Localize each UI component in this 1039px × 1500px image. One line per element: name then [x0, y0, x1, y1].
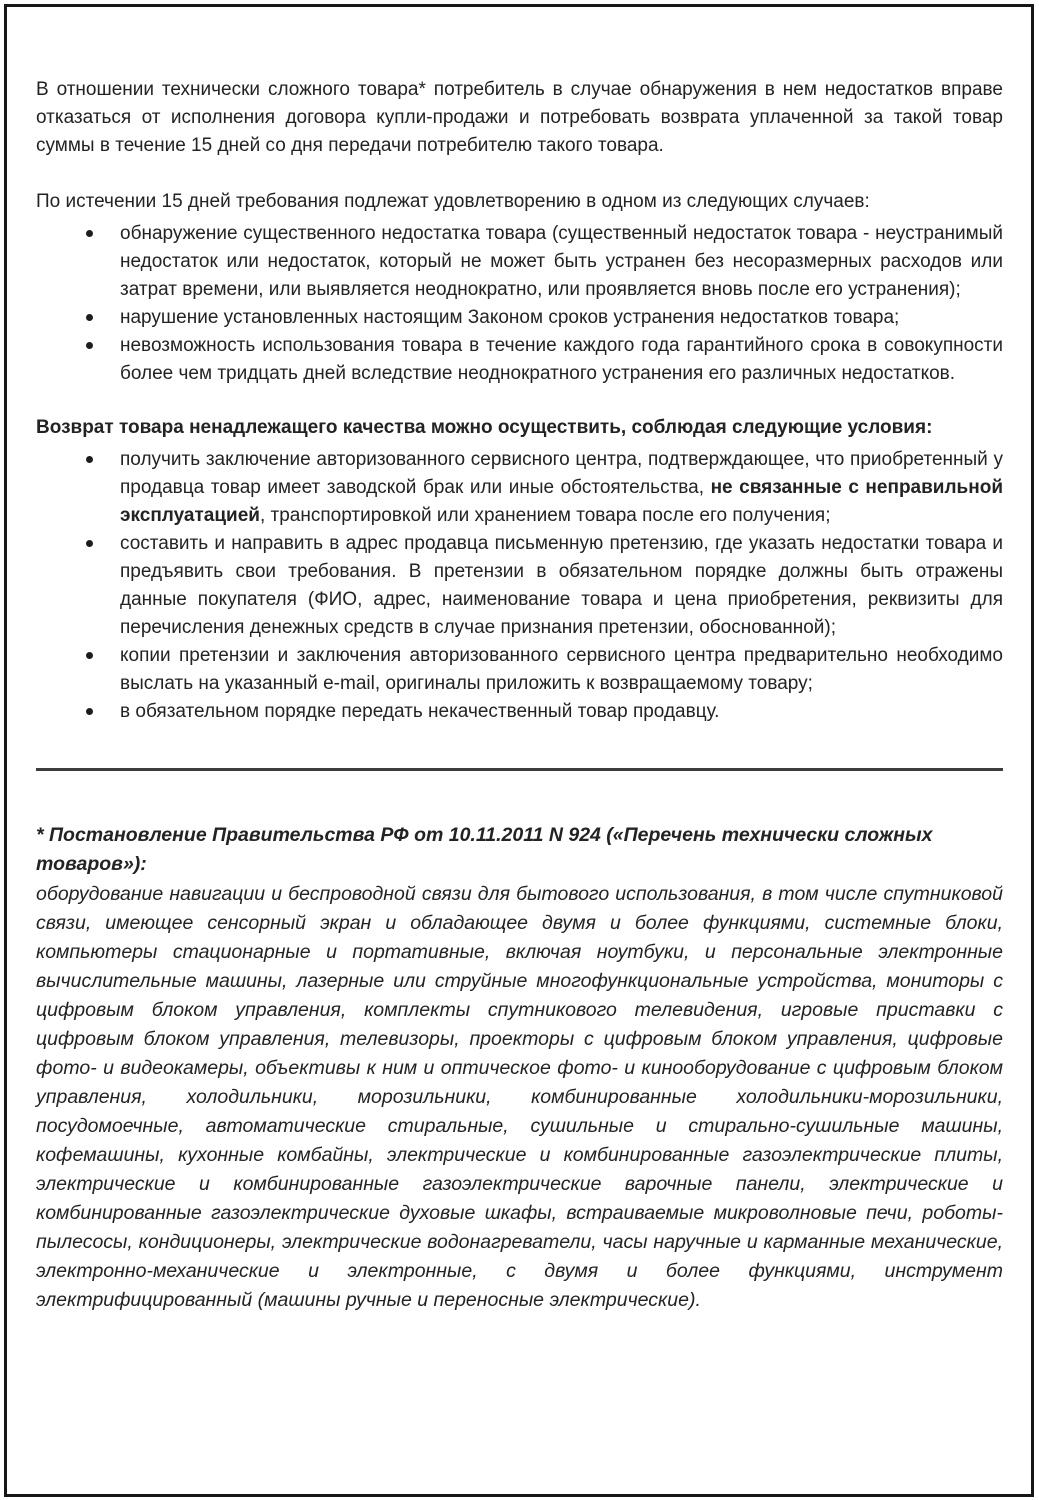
- footnote-title: * Постановление Правительства РФ от 10.11.2011 N 924 («Перечень технически сложных товаров»):: [36, 824, 933, 875]
- list-item: [120, 332, 1003, 388]
- footnote-body: оборудование навигации и беспроводной связи для бытового использования, в том числе спутниковой связи, имеющее сенсорный экран и обладающее двумя и более функциями, системные блоки, компьютеры стационарные и портативные, включая ноутбуки, и персональные электронные вычислительные машины, лазерные или струйные многофункциональные устройства, мониторы с цифровым блоком управления, комплекты спутникового телевидения, игровые приставки с цифровым блоком управления, телевизоры, проекторы с цифровым блоком управления, цифровые фото- и видеокамеры, объективы к ним и оптическое фото- и кинооборудование с цифровым блоком управления, холодильники, морозильники, комбинированные холодильники-морозильники, посудомоечные, автоматические стиральные, сушильные и стирально-сушильные машины, кофемашины, кухонные комбайны, электрические и комбинированные газоэлектрические плиты, электрические и комбинированные газоэлектрические варочные панели, электрические и комбинированные газоэлектрические духовые шкафы, встраиваемые микроволновые печи, роботы-пылесосы, кондиционеры, электрические водонагреватели, часы наручные и карманные механические, электронно-механические и электронные, с двумя и более функциями, инструмент электрифицированный (машины ручные и переносные электрические).: [36, 883, 1003, 1311]
- list-item: [120, 220, 1003, 304]
- bullet-icon: [86, 708, 93, 715]
- bullet-icon: [86, 540, 93, 547]
- list-item-text-prefix: получить заключение авторизованного сервисного центра, подтверждающее, что приобретенный у продавца товар имеет заводской брак или иные обстоятельства,: [120, 449, 1003, 498]
- list-item: [120, 304, 1003, 332]
- document-content: [36, 76, 1003, 1315]
- list-item: [120, 446, 1003, 530]
- bullet-icon: [86, 342, 93, 349]
- conditions-intro: Возврат товара ненадлежащего качества можно осуществить, соблюдая следующие условия:: [36, 417, 933, 438]
- list-item-text: нарушение установленных настоящим Законом сроков устранения недостатков товара;: [120, 307, 900, 328]
- bullet-icon: [86, 230, 93, 237]
- bullet-icon: [86, 456, 93, 463]
- list-item: [120, 642, 1003, 698]
- list-item-text-bold: не связанные с неправильной эксплуатацией: [120, 477, 1004, 526]
- list-item-text-suffix: , транспортировкой или хранением товара после его получения;: [259, 505, 831, 526]
- bullet-icon: [86, 652, 93, 659]
- bullet-icon: [86, 314, 93, 321]
- list-item-text: обнаружение существенного недостатка товара (существенный недостаток товара - неустранимый недостаток или недостаток, который не может быть устранен без несоразмерных расходов или затрат времени, или выявляется неоднократно, или проявляется вновь после его устранения);: [120, 223, 1003, 300]
- conditions-list: [36, 446, 1003, 726]
- cases-intro: По истечении 15 дней требования подлежат удовлетворению в одном из следующих случаев:: [36, 191, 870, 212]
- list-item-text: в обязательном порядке передать некачественный товар продавцу.: [120, 701, 720, 722]
- list-item-text: невозможность использования товара в течение каждого года гарантийного срока в совокупности более чем тридцать дней вследствие неоднократного устранения его различных недостатков.: [120, 335, 1003, 384]
- intro-paragraph: В отношении технически сложного товара* потребитель в случае обнаружения в нем недостатков вправе отказаться от исполнения договора купли-продажи и потребовать возврата уплаченной за такой товар суммы в течение 15 дней со дня передачи потребителю такого товара.: [36, 79, 1003, 156]
- list-item-text: составить и направить в адрес продавца письменную претензию, где указать недостатки товара и предъявить свои требования. В претензии в обязательном порядке должны быть отражены данные покупателя (ФИО, адрес, наименование товара и цена приобретения, реквизиты для перечисления денежных средств в случае признания претензии, обоснованной);: [120, 533, 1003, 638]
- list-item: [120, 698, 1003, 726]
- list-item-text: копии претензии и заключения авторизованного сервисного центра предварительно необходимо выслать на указанный e-mail, оригиналы приложить к возвращаемому товару;: [120, 645, 1003, 694]
- cases-list: [36, 220, 1003, 388]
- divider-line: [36, 768, 1003, 771]
- list-item: [120, 530, 1003, 642]
